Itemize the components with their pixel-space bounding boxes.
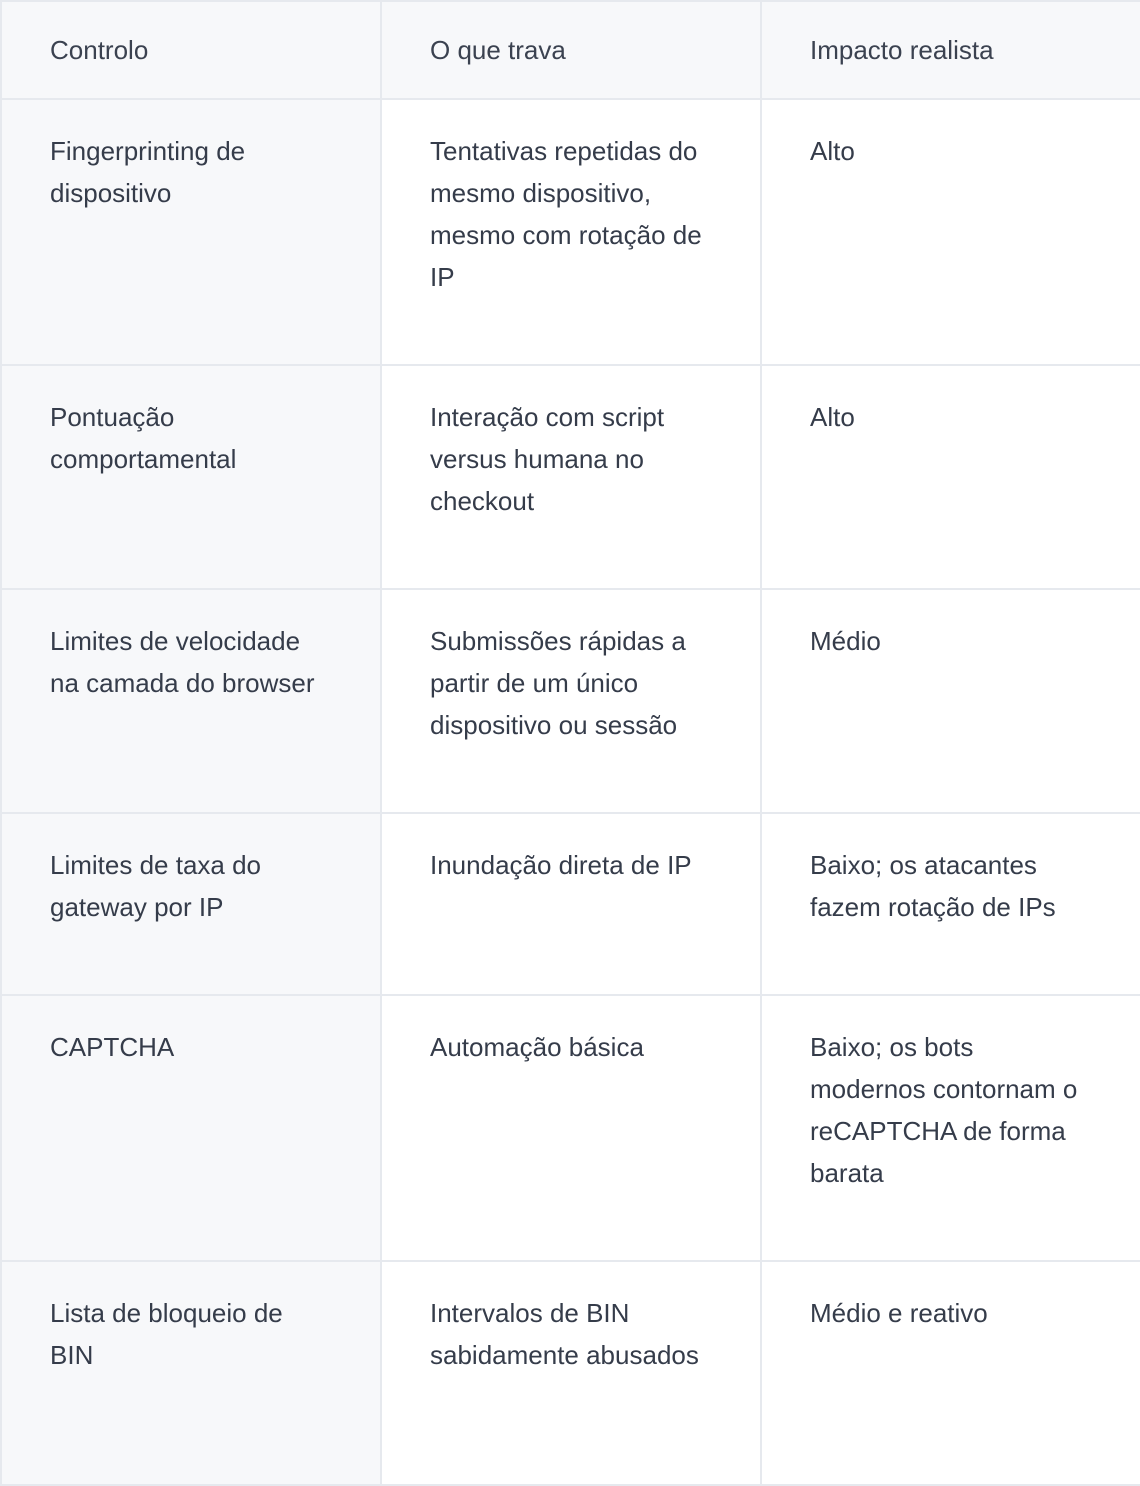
cell-control: Pontuação comportamental — [1, 365, 381, 589]
cell-impact: Baixo; os atacantes fazem rotação de IPs — [761, 813, 1140, 995]
cell-impact: Médio e reativo — [761, 1261, 1140, 1485]
table-row — [1, 99, 1140, 365]
cell-control: CAPTCHA — [1, 995, 381, 1261]
cell-control: Limites de velocidade na camada do browser — [1, 589, 381, 813]
cell-what-it-blocks: Submissões rápidas a partir de um único dispositivo ou sessão — [381, 589, 761, 813]
cell-impact: Médio — [761, 589, 1140, 813]
table-row — [1, 365, 1140, 589]
cell-control: Lista de bloqueio de BIN — [1, 1261, 381, 1485]
cell-what-it-blocks: Tentativas repetidas do mesmo dispositivo, mesmo com rotação de IP — [381, 99, 761, 365]
cell-what-it-blocks: Intervalos de BIN sabidamente abusados — [381, 1261, 761, 1485]
cell-what-it-blocks: Automação básica — [381, 995, 761, 1261]
table-header-row — [1, 1, 1140, 99]
table-row — [1, 1261, 1140, 1485]
cell-what-it-blocks: Interação com script versus humana no checkout — [381, 365, 761, 589]
table-row — [1, 995, 1140, 1261]
cell-impact: Alto — [761, 99, 1140, 365]
cell-control: Fingerprinting de dispositivo — [1, 99, 381, 365]
cell-control: Limites de taxa do gateway por IP — [1, 813, 381, 995]
header-control: Controlo — [1, 1, 381, 99]
header-what-it-blocks: O que trava — [381, 1, 761, 99]
table-row — [1, 589, 1140, 813]
header-realistic-impact: Impacto realista — [761, 1, 1140, 99]
cell-impact: Alto — [761, 365, 1140, 589]
cell-what-it-blocks: Inundação direta de IP — [381, 813, 761, 995]
cell-impact: Baixo; os bots modernos contornam o reCAPTCHA de forma barata — [761, 995, 1140, 1261]
table-row — [1, 813, 1140, 995]
